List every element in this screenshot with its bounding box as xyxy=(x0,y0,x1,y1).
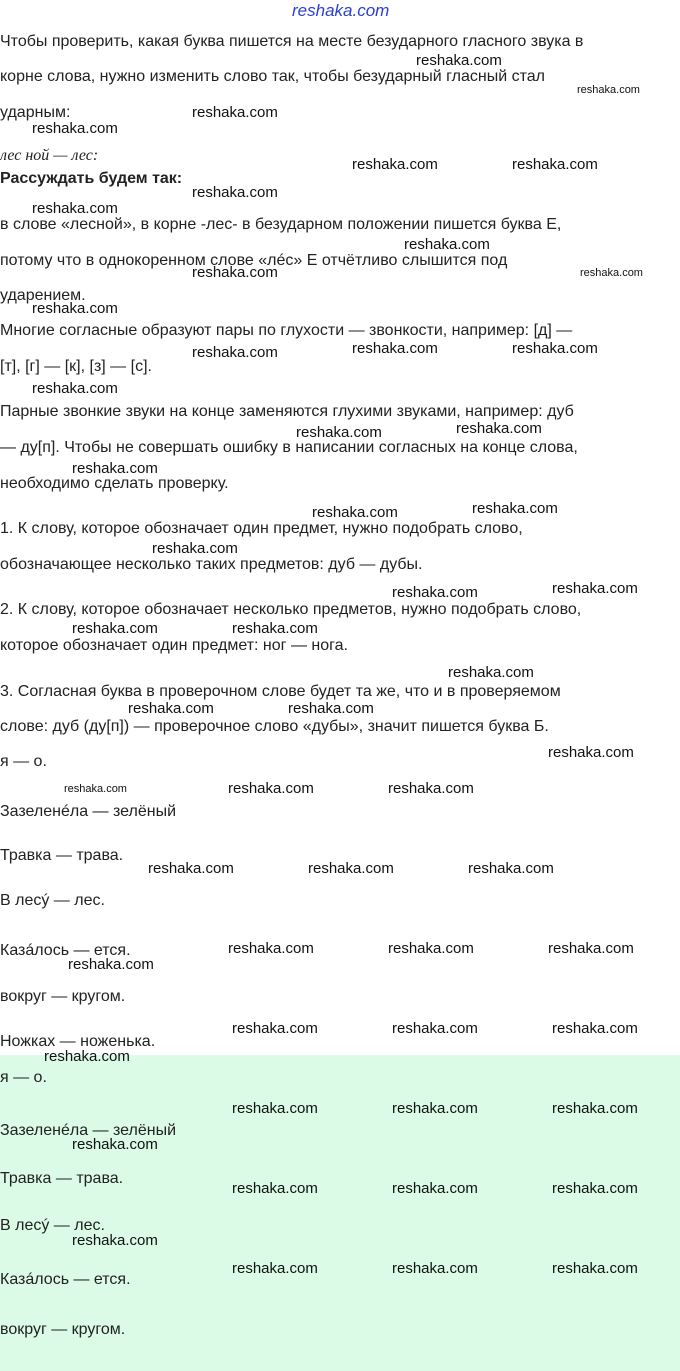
rule2-line1: 2. К слову, которое обозначает несколько предметов, нужно подобрать слово, xyxy=(0,601,582,618)
watermark: reshaka.com xyxy=(228,940,314,957)
watermark: reshaka.com xyxy=(192,104,278,121)
task-line-4: В лесý — лес. xyxy=(0,892,105,909)
answer-line-4: В лесý — лес. xyxy=(0,1217,105,1234)
watermark: reshaka.com xyxy=(392,1100,478,1117)
rule1-line1: 1. К слову, которое обозначает один предмет, нужно подобрать слово, xyxy=(0,520,523,537)
rule3-line1: 3. Согласная буква в проверочном слове будет та же, что и в проверяемом xyxy=(0,683,561,700)
watermark: reshaka.com xyxy=(392,1020,478,1037)
watermark: reshaka.com xyxy=(552,1180,638,1197)
watermark: reshaka.com xyxy=(552,1100,638,1117)
watermark: reshaka.com xyxy=(472,500,558,517)
theory-p3-line1: Многие согласные образуют пары по глухости — звонкости, например: [д] — xyxy=(0,322,573,339)
watermark: reshaka.com xyxy=(552,580,638,597)
answer-line-1: я — о. xyxy=(0,1069,47,1086)
theory-p2-line3: ударением. xyxy=(0,287,86,304)
watermark: reshaka.com xyxy=(232,1260,318,1277)
watermark: reshaka.com xyxy=(128,700,214,717)
task-line-1: я — о. xyxy=(0,753,47,770)
watermark: reshaka.com xyxy=(548,940,634,957)
watermark: reshaka.com xyxy=(152,540,238,557)
watermark: reshaka.com xyxy=(392,584,478,601)
rule1-line2: обозначающее несколько таких предметов: дуб — дубы. xyxy=(0,556,423,573)
theory-p2-line2: потому что в однокоренном слове «лéс» Е отчётливо слышится под xyxy=(0,252,508,269)
theory-p4-line3: необходимо сделать проверку. xyxy=(0,475,229,492)
watermark: reshaka.com xyxy=(232,1100,318,1117)
watermark: reshaka.com xyxy=(32,300,118,317)
watermark: reshaka.com xyxy=(392,1180,478,1197)
theory-p1-line3: ударным: xyxy=(0,104,71,121)
task-line-7: Ножках — ноженька. xyxy=(0,1033,156,1050)
watermark: reshaka.com xyxy=(232,1020,318,1037)
theory-p3-line2: [т], [г] — [к], [з] — [с]. xyxy=(0,358,152,375)
watermark: reshaka.com xyxy=(68,956,154,973)
theory-p1-line2: корне слова, нужно изменить слово так, чтобы безударный гласный стал xyxy=(0,68,545,85)
task-line-3: Травка — трава. xyxy=(0,847,124,864)
watermark: reshaka.com xyxy=(312,504,398,521)
task-line-2: Зазеленéла — зелёный xyxy=(0,803,177,820)
watermark: reshaka.com xyxy=(456,420,542,437)
watermark: reshaka.com xyxy=(388,780,474,797)
watermark: reshaka.com xyxy=(548,744,634,761)
watermark: reshaka.com xyxy=(388,940,474,957)
reason-title: Рассуждать будем так: xyxy=(0,170,183,187)
watermark: reshaka.com xyxy=(72,1136,158,1153)
watermark: reshaka.com xyxy=(32,200,118,217)
watermark: reshaka.com xyxy=(404,236,490,253)
watermark: reshaka.com xyxy=(512,156,598,173)
theory-p4-line2: — ду[п]. Чтобы не совершать ошибку в написании согласных на конце слова, xyxy=(0,439,578,456)
watermark: reshaka.com xyxy=(296,424,382,441)
watermark: reshaka.com xyxy=(308,860,394,877)
watermark: reshaka.com xyxy=(512,340,598,357)
rule3-line2: слове: дуб (ду[п]) — проверочное слово «дубы», значит пишется буква Б. xyxy=(0,718,549,735)
rule2-line2: которое обозначает один предмет: ног — нога. xyxy=(0,637,348,654)
watermark: reshaka.com xyxy=(72,460,158,477)
watermark: reshaka.com xyxy=(552,1260,638,1277)
watermark: reshaka.com xyxy=(580,267,643,279)
answer-line-2: Зазеленéла — зелёный xyxy=(0,1122,177,1139)
theory-p2-line1: в слове «лесной», в корне -лес- в безударном положении пишется буква Е, xyxy=(0,216,562,233)
task-line-5: Казáлось — ется. xyxy=(0,942,131,959)
watermark: reshaka.com xyxy=(192,264,278,281)
watermark: reshaka.com xyxy=(552,1020,638,1037)
watermark: reshaka.com xyxy=(228,780,314,797)
watermark: reshaka.com xyxy=(352,156,438,173)
watermark: reshaka.com xyxy=(288,700,374,717)
watermark: reshaka.com xyxy=(392,1260,478,1277)
theory-p1-line1: Чтобы проверить, какая буква пишется на месте безударного гласного звука в xyxy=(0,33,584,50)
watermark: reshaka.com xyxy=(192,344,278,361)
answer-line-5: Казáлось — ется. xyxy=(0,1271,131,1288)
answer-line-6: вокруг — кругом. xyxy=(0,1321,126,1338)
watermark: reshaka.com xyxy=(32,380,118,397)
site-watermark-top[interactable]: reshaka.com xyxy=(292,1,390,20)
watermark: reshaka.com xyxy=(232,1180,318,1197)
task-line-6: вокруг — кругом. xyxy=(0,988,126,1005)
theory-p4-line1: Парные звонкие звуки на конце заменяются глухими звуками, например: дуб xyxy=(0,403,574,420)
watermark: reshaka.com xyxy=(72,1232,158,1249)
watermark: reshaka.com xyxy=(32,120,118,137)
watermark: reshaka.com xyxy=(64,783,127,795)
watermark: reshaka.com xyxy=(416,52,502,69)
watermark: reshaka.com xyxy=(352,340,438,357)
theory-p1-example: лес ной — лес: xyxy=(0,147,99,164)
watermark: reshaka.com xyxy=(148,860,234,877)
watermark: reshaka.com xyxy=(44,1048,130,1065)
watermark: reshaka.com xyxy=(232,620,318,637)
watermark: reshaka.com xyxy=(448,664,534,681)
answer-line-3: Травка — трава. xyxy=(0,1170,124,1187)
watermark: reshaka.com xyxy=(577,84,640,96)
watermark: reshaka.com xyxy=(468,860,554,877)
watermark: reshaka.com xyxy=(72,620,158,637)
watermark: reshaka.com xyxy=(192,184,278,201)
